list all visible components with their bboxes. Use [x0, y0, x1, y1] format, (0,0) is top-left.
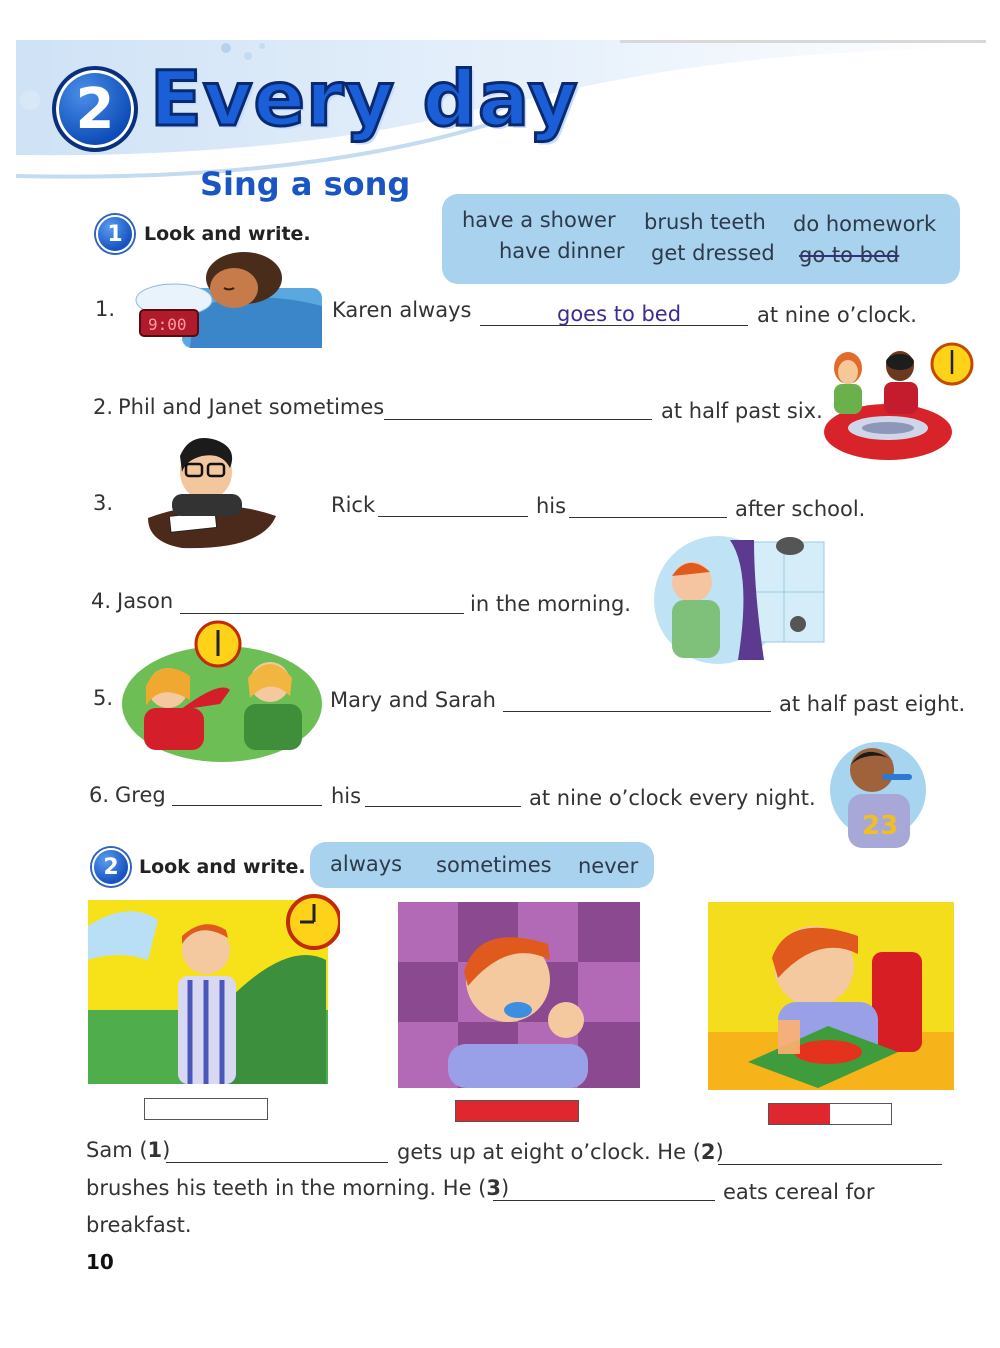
word-bank-item: sometimes: [436, 853, 552, 877]
item-1-text-before: Karen always: [332, 298, 472, 322]
word-bank-item: brush teeth: [644, 210, 766, 234]
item-4-text-after: in the morning.: [470, 592, 631, 616]
item-6-text-middle: his: [331, 784, 362, 808]
word-bank-2: [310, 842, 654, 888]
sam-brushing-teeth-picture: [398, 902, 640, 1092]
exercise-1-instruction: Look and write.: [144, 223, 311, 245]
item-2-text-after: at half past six.: [661, 399, 823, 423]
ex2-blank-2[interactable]: [718, 1137, 942, 1165]
item-6-number: 6.: [89, 783, 110, 807]
unit-number-badge: 2: [52, 66, 138, 152]
rick-homework-picture: [142, 434, 278, 554]
word-bank-item-used: go to bed: [799, 243, 900, 267]
item-6-blank-a[interactable]: [172, 778, 322, 806]
item-1-number: 1.: [95, 297, 116, 321]
item-3-blank-a[interactable]: [378, 489, 528, 517]
item-4-blank[interactable]: [180, 586, 464, 614]
item-3-number: 3.: [93, 491, 114, 515]
item-3-blank-b[interactable]: [569, 490, 727, 518]
ex2-line-1a: Sam (1): [86, 1138, 171, 1162]
exercise-2-instruction: Look and write.: [139, 856, 306, 878]
item-2-number: 2.: [93, 395, 114, 419]
page-number: 10: [86, 1250, 114, 1274]
item-5-blank[interactable]: [503, 684, 771, 712]
exercise-1-badge: 1: [96, 215, 134, 253]
sam-breakfast-picture: [708, 902, 954, 1094]
item-5-text-after: at half past eight.: [779, 692, 966, 716]
ex2-line-2b: eats cereal for: [723, 1180, 875, 1204]
jason-shower-picture: [644, 532, 834, 668]
sleeping-girl-picture: [134, 248, 324, 354]
item-3-text-middle: his: [536, 494, 567, 518]
item-5-text-before: Mary and Sarah: [330, 688, 496, 712]
greg-brushing-picture: [826, 736, 930, 852]
word-bank-item: have dinner: [499, 239, 625, 263]
item-1-text-after: at nine o’clock.: [757, 303, 917, 327]
word-bank-item: do homework: [793, 212, 937, 236]
word-bank-item: never: [578, 854, 639, 878]
item-6-text-after: at nine o’clock every night.: [529, 786, 816, 810]
word-bank-item: have a shower: [462, 208, 616, 232]
alarm-clock-display: 9:00: [148, 315, 187, 334]
mary-sarah-dressing-picture: [120, 620, 324, 766]
item-3-text-after: after school.: [735, 497, 866, 521]
frequency-bar-3: [768, 1103, 892, 1125]
frequency-bar-1: [144, 1098, 268, 1120]
top-rule: [620, 40, 986, 43]
shirt-number: 23: [862, 811, 899, 841]
ex2-line-2a: brushes his teeth in the morning. He (3): [86, 1176, 510, 1200]
unit-title: Every day: [150, 54, 579, 143]
frequency-bar-fill: [456, 1101, 578, 1121]
item-3-text-before: Rick: [331, 493, 376, 517]
ex2-line-3: breakfast.: [86, 1213, 192, 1237]
frequency-bar-fill: [769, 1104, 830, 1124]
item-5-number: 5.: [93, 686, 114, 710]
ex2-blank-1[interactable]: [166, 1135, 388, 1163]
item-4-number: 4.: [91, 589, 112, 613]
item-2-text-before: Phil and Janet sometimes: [118, 395, 385, 419]
ex2-line-1b: gets up at eight o’clock. He (2): [397, 1140, 724, 1164]
sam-getting-up-picture: [88, 890, 340, 1090]
item-6-blank-b[interactable]: [365, 779, 521, 807]
item-6-text-before: Greg: [115, 783, 166, 807]
section-subtitle: Sing a song: [200, 165, 411, 203]
frequency-bar-2: [455, 1100, 579, 1122]
word-bank-item: always: [330, 852, 403, 876]
word-bank-1: [442, 194, 960, 284]
item-1-answer: goes to bed: [557, 302, 682, 326]
item-2-blank[interactable]: [384, 392, 652, 420]
exercise-2-badge: 2: [92, 848, 130, 886]
ex2-blank-3[interactable]: [493, 1173, 715, 1201]
item-4-text-before: Jason: [117, 589, 174, 613]
word-bank-item: get dressed: [651, 241, 775, 265]
dinner-couple-picture: [820, 340, 978, 466]
